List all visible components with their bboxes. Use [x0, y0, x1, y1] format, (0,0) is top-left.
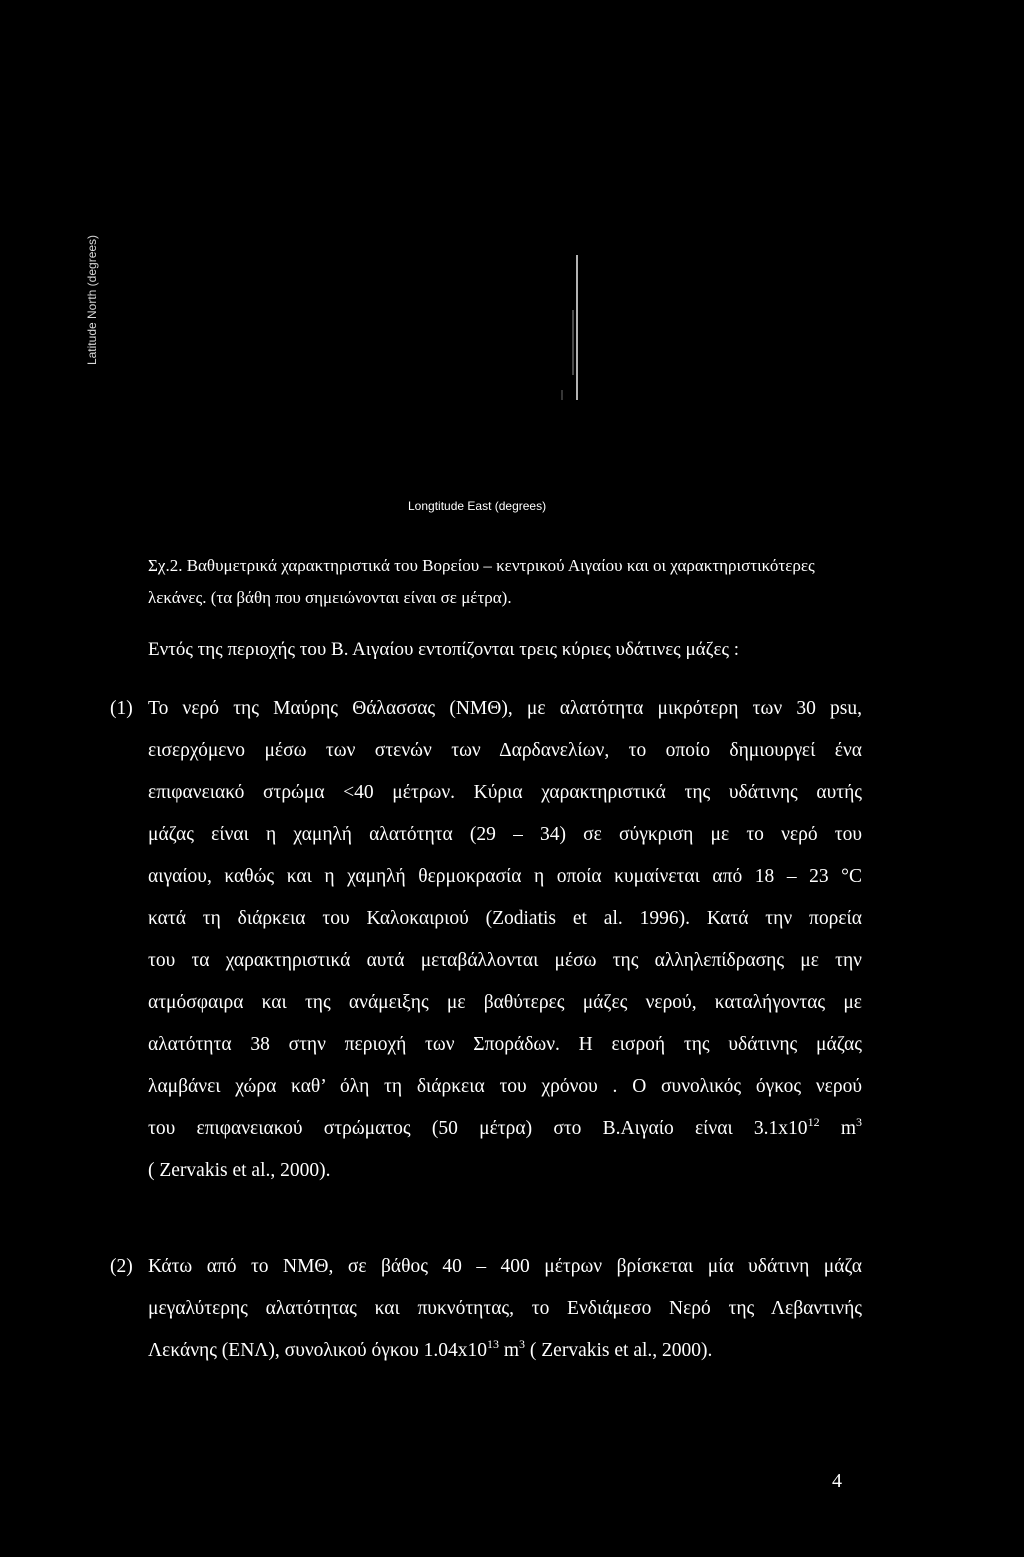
exponent: 12 [807, 1115, 820, 1129]
item-line: λαμβάνει χώρα καθ’ όλη τη διάρκεια του χρόνου . Ο συνολικός όγκος νερού [148, 1076, 862, 1097]
item-line [110, 688, 862, 730]
caption-line: λεκάνες. (τα βάθη που σημειώνονται είναι σε μέτρα). [148, 588, 512, 607]
exponent: 3 [519, 1337, 526, 1351]
exponent: 3 [855, 1115, 862, 1129]
item-line: αλατότητα 38 στην περιοχή των Σποράδων. Η εισροή της υδάτινης μάζας [148, 1034, 862, 1055]
exponent: 13 [486, 1337, 499, 1351]
item-line: εισερχόμενο μέσω των στενών των Δαρδανελίων, το οποίο δημιουργεί ένα [148, 740, 862, 761]
y-axis-label: Latitude North (degrees) [85, 234, 99, 366]
water-mass-item-1 [110, 688, 862, 1192]
bathymetry-figure [0, 0, 1024, 520]
item-line: μάζας είναι η χαμηλή αλατότητα (29 – 34) σε σύγκριση με το νερό του [148, 824, 862, 845]
item-line: του τα χαρακτηριστικά αυτά μεταβάλλονται μέσω της αλληλεπίδρασης με την [148, 950, 862, 971]
x-axis-label: Longtitude East (degrees) [408, 499, 547, 513]
item-number: (1) [110, 698, 133, 719]
item-line: κατά τη διάρκεια του Καλοκαιριού (Zodiatis et al. 1996). Κατά την πορεία [148, 908, 862, 929]
page-number: 4 [832, 1470, 842, 1492]
item-line: αιγαίου, καθώς και η χαμηλή θερμοκρασία η οποία κυμαίνεται από 18 – 23 °C [148, 866, 862, 887]
item-line-text: Λεκάνης (ΕΝΛ), συνολικού όγκου 1.04x10 [148, 1340, 487, 1361]
figure-caption [148, 550, 868, 614]
figure-remnant-lines [555, 250, 585, 410]
water-mass-item-2 [110, 1246, 862, 1372]
item-line-text: Το νερό της Μαύρης Θάλασσας (ΝΜΘ), με αλατότητα μικρότερη των 30 psu, [148, 698, 862, 719]
citation: ( Zervakis et al., 2000). [525, 1340, 713, 1361]
item-line [110, 1108, 862, 1150]
item-line: ατμόσφαιρα και της ανάμειξης με βαθύτερες μάζες νερού, καταλήγοντας με [148, 992, 862, 1013]
item-line: επιφανειακό στρώμα <40 μέτρων. Κύρια χαρακτηριστικά της υδάτινης αυτής [148, 782, 862, 803]
item-line [110, 1246, 862, 1288]
item-line [110, 1330, 862, 1372]
item-line: ( Zervakis et al., 2000). [148, 1160, 331, 1181]
unit: m [819, 1118, 856, 1139]
unit: m [498, 1340, 520, 1361]
item-number: (2) [110, 1256, 133, 1277]
intro-paragraph: Εντός της περιοχής του Β. Αιγαίου εντοπίζονται τρεις κύριες υδάτινες μάζες : [148, 639, 739, 660]
item-line: μεγαλύτερης αλατότητας και πυκνότητας, το Ενδιάμεσο Νερό της Λεβαντινής [148, 1298, 862, 1319]
item-line-text: Κάτω από το ΝΜΘ, σε βάθος 40 – 400 μέτρων βρίσκεται μία υδάτινη μάζα [148, 1256, 862, 1277]
item-line-text: του επιφανειακού στρώματος (50 μέτρα) στο Β.Αιγαίο είναι 3.1x10 [148, 1118, 808, 1139]
caption-line: Σχ.2. Βαθυμετρικά χαρακτηριστικά του Βορείου – κεντρικού Αιγαίου και οι χαρακτηριστικότερες [148, 556, 815, 575]
